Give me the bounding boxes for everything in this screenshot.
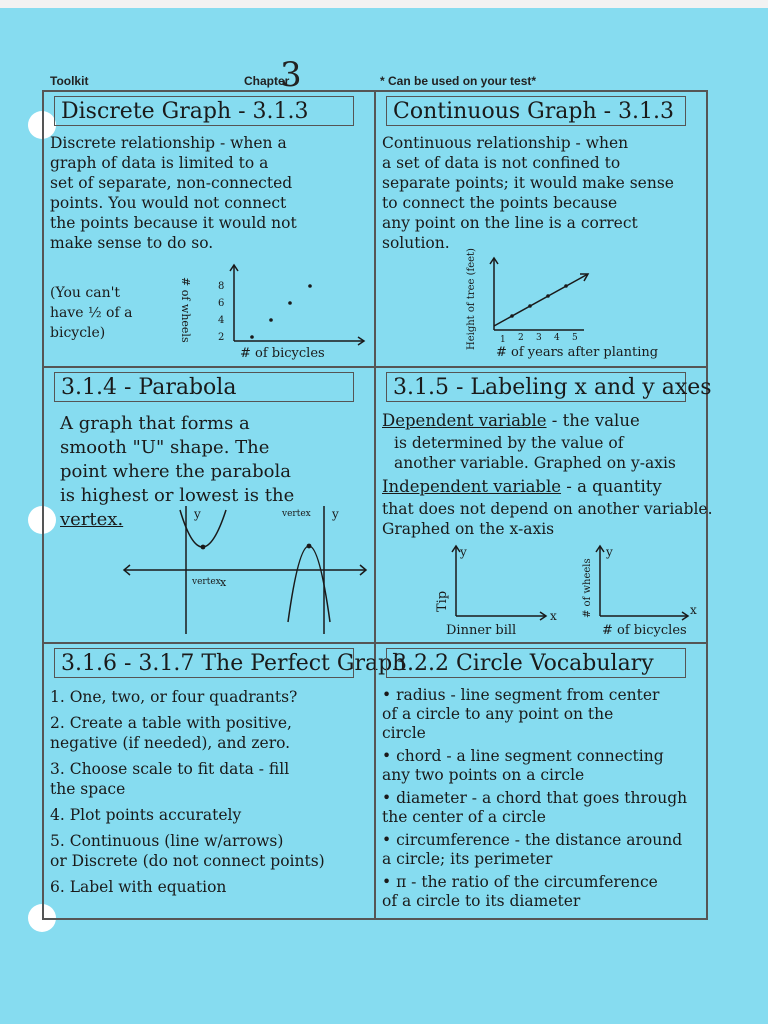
circle-line: • π - the ratio of the circumference — [382, 873, 658, 891]
continuous-graph-xlabel: # of years after planting — [496, 345, 659, 360]
continuous-data-line — [494, 274, 588, 326]
dependent-line: another variable. Graphed on y-axis — [394, 454, 676, 472]
discrete-ytick: 6 — [218, 298, 225, 309]
circle-line: of a circle to its diameter — [382, 892, 581, 910]
continuous-line: Continuous relationship - when — [382, 134, 629, 152]
circle-line: circle — [382, 724, 426, 742]
continuous-example-graph — [460, 248, 706, 364]
parabola-line: point where the parabola — [60, 461, 291, 482]
chapter-number: 3 — [280, 55, 302, 95]
parabola-example-graph — [114, 502, 376, 642]
perfect-step: negative (if needed), and zero. — [50, 734, 291, 752]
perfect-step: 6. Label with equation — [50, 878, 227, 896]
parabola-vertex-label: vertex — [192, 577, 221, 587]
perfect-step: 2. Create a table with positive, — [50, 714, 292, 732]
independent-line: Graphed on the x-axis — [382, 520, 555, 538]
independent-text: - a quantity — [561, 477, 662, 496]
discrete-line: graph of data is limited to a — [50, 154, 269, 172]
parabola-y-label-2: y — [332, 507, 339, 521]
continuous-xtick: 1 — [500, 335, 506, 345]
perfect-step: 3. Choose scale to fit data - fill — [50, 760, 290, 778]
discrete-graph-ylabel: # of wheels — [179, 277, 192, 343]
tip-graph-x: x — [550, 609, 557, 623]
discrete-title: Discrete Graph - 3.1.3 — [54, 96, 354, 126]
tip-example-graph — [426, 538, 564, 642]
bicycle-example-graph — [568, 538, 708, 642]
parabola-upward-curve — [180, 510, 226, 547]
bicycle-graph-y: y — [606, 545, 613, 559]
continuous-point — [564, 284, 568, 288]
continuous-line: solution. — [382, 234, 450, 252]
perfect-step: the space — [50, 780, 126, 798]
dependent-term: Dependent variable — [382, 411, 547, 430]
circle-line: • circumference - the distance around — [382, 831, 683, 849]
discrete-aside: have ½ of a — [50, 305, 133, 321]
independent-term: Independent variable — [382, 477, 562, 496]
parabola-line: A graph that forms a — [60, 413, 250, 434]
continuous-xtick: 2 — [518, 333, 524, 343]
discrete-ytick: 2 — [218, 332, 225, 343]
discrete-example-graph — [179, 257, 374, 362]
labeling-axes-cell — [375, 367, 713, 643]
parabola-line: is highest or lowest is the — [60, 485, 295, 506]
discrete-point — [269, 318, 273, 322]
continuous-title: Continuous Graph - 3.1.3 — [386, 96, 686, 126]
discrete-line: make sense to do so. — [50, 234, 214, 252]
parabola-vertex-word: vertex. — [60, 509, 124, 530]
continuous-line: any point on the line is a correct — [382, 214, 638, 232]
discrete-line: Discrete relationship - when a — [50, 134, 287, 152]
continuous-xtick: 4 — [554, 333, 560, 343]
independent-definition — [382, 478, 662, 496]
continuous-point — [510, 314, 514, 318]
chapter-label: Chapter — [244, 74, 290, 88]
perfect-step: or Discrete (do not connect points) — [50, 852, 325, 870]
parabola-min-vertex — [201, 545, 206, 550]
continuous-line: to connect the points because — [382, 194, 618, 212]
discrete-point — [288, 301, 292, 305]
circle-line: • radius - line segment from center — [382, 686, 660, 704]
parabola-line: smooth "U" shape. The — [60, 437, 270, 458]
discrete-aside: bicycle) — [50, 325, 106, 341]
bicycle-graph-x: x — [690, 603, 697, 617]
bicycle-graph-xlabel: # of bicycles — [602, 623, 687, 638]
independent-line: that does not depend on another variable. — [382, 500, 713, 518]
perfect-step: 1. One, two, or four quadrants? — [50, 688, 298, 706]
discrete-graph-xlabel: # of bicycles — [240, 346, 325, 361]
parabola-max-vertex — [307, 544, 312, 549]
circle-title: 3.2.2 Circle Vocabulary — [386, 648, 686, 678]
page-top-edge — [0, 0, 768, 8]
discrete-graph-cell — [43, 91, 375, 367]
circle-line: any two points on a circle — [382, 766, 585, 784]
discrete-ytick: 8 — [218, 281, 225, 292]
circle-line: of a circle to any point on the — [382, 705, 614, 723]
perfect-step: 5. Continuous (line w/arrows) — [50, 832, 284, 850]
discrete-point — [308, 284, 312, 288]
dependent-text: - the value — [546, 411, 640, 430]
discrete-line: the points because it would not — [50, 214, 297, 232]
test-note: * Can be used on your test* — [380, 74, 537, 88]
tip-graph-ylabel: Tip — [435, 590, 450, 612]
continuous-line: separate points; it would make sense — [382, 174, 674, 192]
labeling-title: 3.1.5 - Labeling x and y axes — [386, 372, 686, 402]
circle-line: • diameter - a chord that goes through — [382, 789, 688, 807]
discrete-aside: (You can't — [50, 285, 121, 301]
continuous-xtick: 5 — [572, 333, 578, 343]
continuous-point — [546, 294, 550, 298]
perfect-title: 3.1.6 - 3.1.7 The Perfect Graph — [54, 648, 354, 678]
parabola-y-label: y — [194, 507, 201, 521]
parabola-title: 3.1.4 - Parabola — [54, 372, 354, 402]
discrete-point — [250, 335, 254, 339]
circle-line: • chord - a line segment connecting — [382, 747, 664, 765]
discrete-line: points. You would not connect — [50, 194, 287, 212]
tip-graph-xlabel: Dinner bill — [446, 623, 517, 638]
circle-line: the center of a circle — [382, 808, 546, 826]
continuous-point — [528, 304, 532, 308]
circle-line: a circle; its perimeter — [382, 850, 553, 868]
toolkit-label: Toolkit — [50, 74, 89, 88]
dependent-line: is determined by the value of — [394, 434, 624, 452]
bicycle-graph-ylabel: # of wheels — [582, 558, 593, 618]
perfect-step: 4. Plot points accurately — [50, 806, 242, 824]
tip-graph-y: y — [460, 545, 467, 559]
parabola-x-label: x — [220, 576, 227, 589]
continuous-line: a set of data is not confined to — [382, 154, 621, 172]
continuous-graph-cell — [375, 91, 707, 367]
dependent-definition — [382, 412, 640, 430]
continuous-xtick: 3 — [536, 333, 542, 343]
discrete-ytick: 4 — [218, 315, 225, 326]
parabola-cell — [43, 367, 375, 643]
circle-vocabulary-cell — [375, 643, 707, 919]
notes-grid — [42, 90, 713, 920]
parabola-vertex-label-2: vertex — [282, 509, 311, 519]
continuous-graph-ylabel: Height of tree (feet) — [466, 248, 477, 350]
discrete-line: set of separate, non-connected — [50, 174, 293, 192]
